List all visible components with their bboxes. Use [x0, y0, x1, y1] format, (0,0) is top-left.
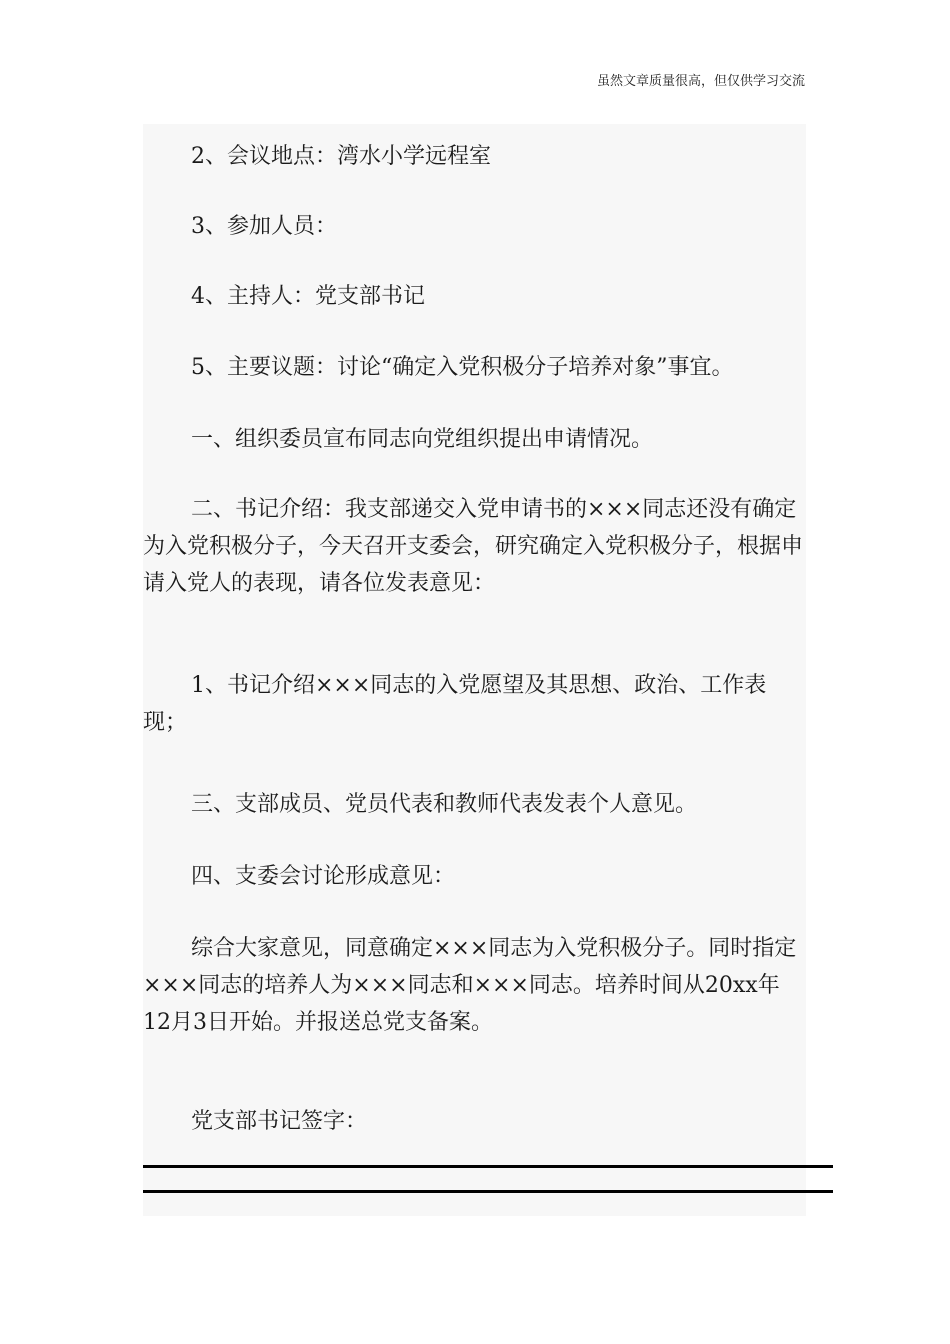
paragraph-attendees: 3、参加人员： [191, 214, 337, 239]
paragraph-section-two: 二、书记介绍：我支部递交入党申请书的×××同志还没有确定为入党积极分子，今天召开支委会，研究确定入党积极分子，根据申请入党人的表现，请各位发表意见： [143, 497, 804, 596]
document-body [143, 124, 806, 1216]
paragraph-section-four: 四、支委会讨论形成意见： [191, 864, 456, 889]
paragraph-section-three: 三、支部成员、党员代表和教师代表发表个人意见。 [191, 792, 698, 817]
paragraph-host: 4、主持人：党支部书记 [191, 284, 425, 309]
paragraph-secretary-intro: 1、书记介绍×××同志的入党愿望及其思想、政治、工作表现； [143, 673, 767, 735]
paragraph-section-one: 一、组织委员宣布同志向党组织提出申请情况。 [191, 427, 654, 452]
paragraph-meeting-location: 2、会议地点：湾水小学远程室 [191, 144, 491, 169]
paragraph-main-topic: 5、主要议题：讨论“确定入党积极分子培养对象”事宜。 [191, 355, 734, 380]
signature-line-bottom [143, 1190, 833, 1193]
paragraph-signature: 党支部书记签字： [191, 1109, 368, 1134]
signature-line-top [143, 1165, 833, 1168]
paragraph-conclusion: 综合大家意见，同意确定×××同志为入党积极分子。同时指定×××同志的培养人为×××同志和×××同志。培养时间从20xx年12月3日开始。并报送总党支备案。 [143, 936, 797, 1035]
header-note: 虽然文章质量很高，但仅供学习交流 [596, 74, 805, 89]
